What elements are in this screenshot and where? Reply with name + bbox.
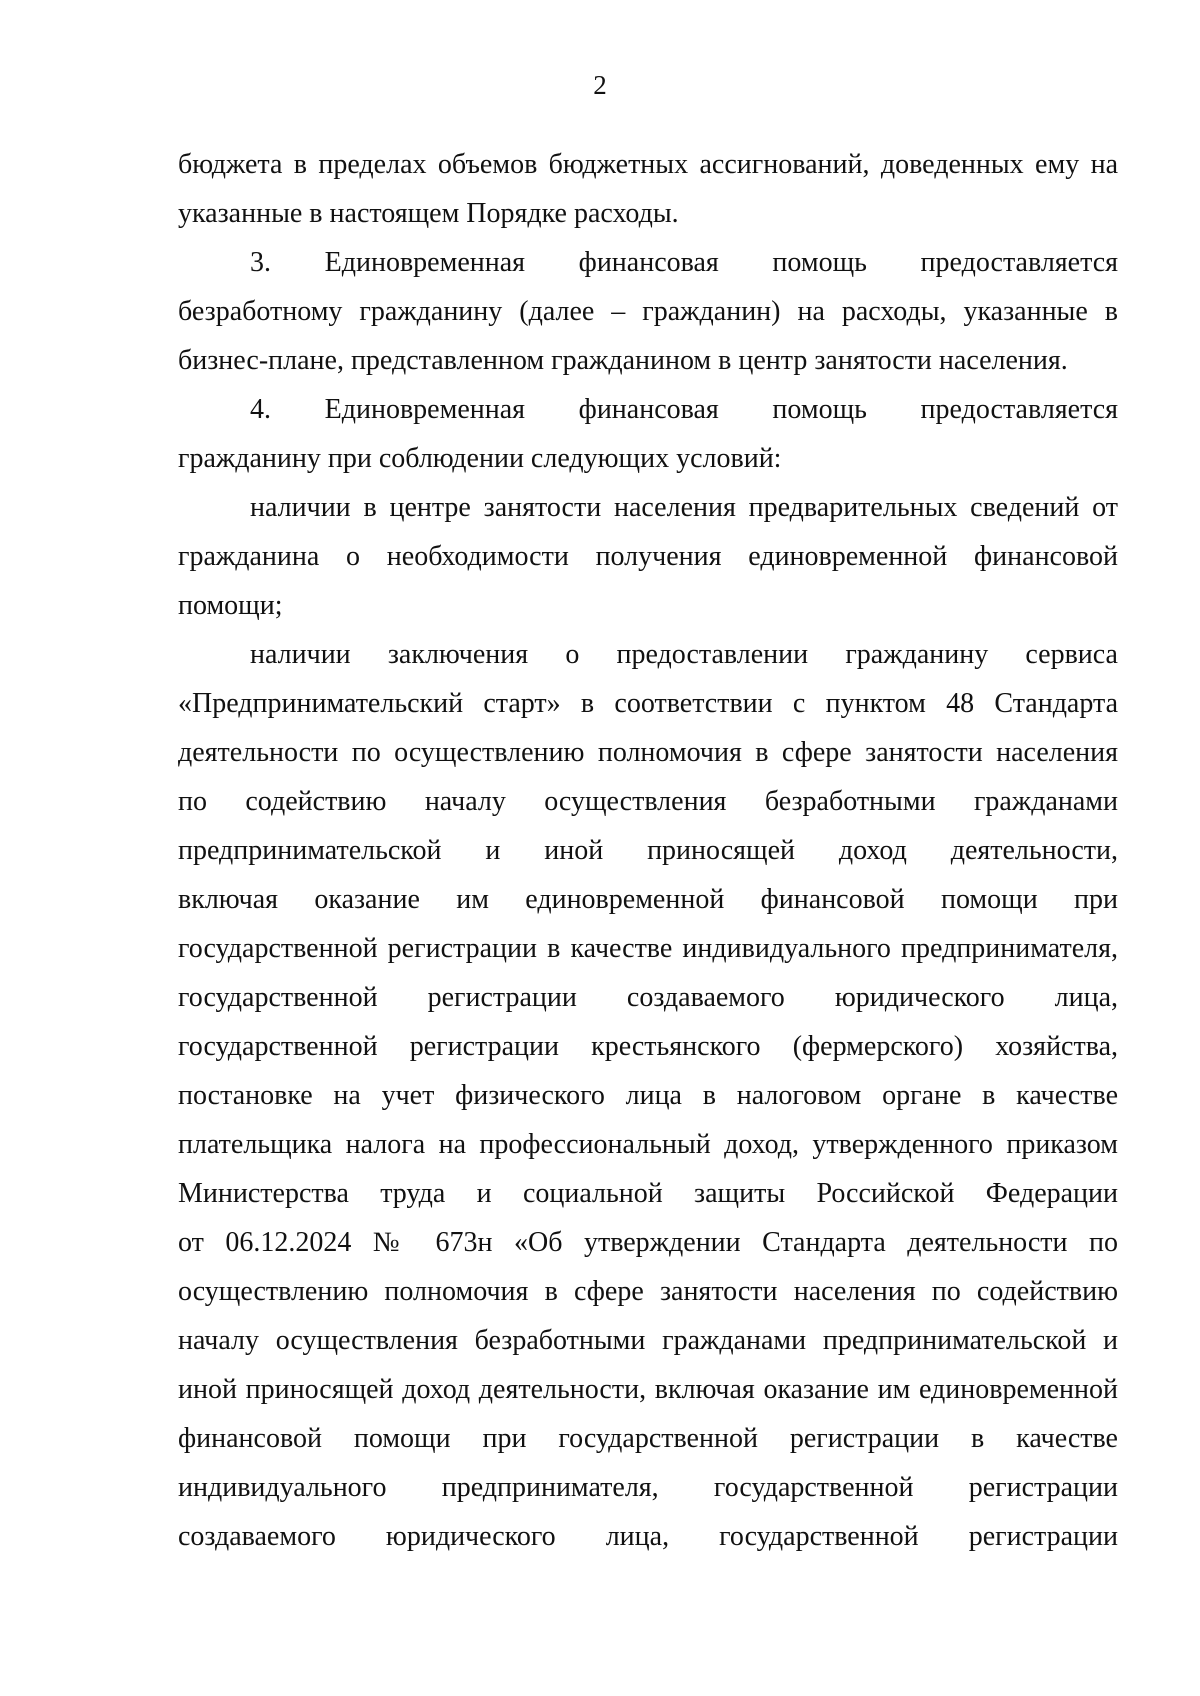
text-line: деятельности по осуществлению полномочия в сфере занятости населения bbox=[178, 737, 1118, 768]
text-line: государственной регистрации в качестве индивидуального предпринимателя, bbox=[178, 933, 1118, 964]
text-line: плательщика налога на профессиональный доход, утвержденного приказом bbox=[178, 1129, 1118, 1160]
text-line: предпринимательской и иной приносящей доход деятельности, bbox=[178, 835, 1118, 866]
text-line: бизнес-плане, представленном гражданином в центр занятости населения. bbox=[178, 345, 1068, 376]
text-line: Министерства труда и социальной защиты Российской Федерации bbox=[178, 1178, 1118, 1209]
text-line: по содействию началу осуществления безработными гражданами bbox=[178, 786, 1118, 817]
text-line: постановке на учет физического лица в налоговом органе в качестве bbox=[178, 1080, 1118, 1111]
text-line: указанные в настоящем Порядке расходы. bbox=[178, 198, 679, 229]
text-line: началу осуществления безработными гражданами предпринимательской и bbox=[178, 1325, 1118, 1356]
text-line: индивидуального предпринимателя, государственной регистрации bbox=[178, 1472, 1118, 1503]
text-line: бюджета в пределах объемов бюджетных ассигнований, доведенных ему на bbox=[178, 149, 1118, 180]
document-body bbox=[178, 140, 1118, 1561]
numbered-paragraph-line: 4. Единовременная финансовая помощь предоставляется bbox=[250, 394, 1118, 425]
text-line: осуществлению полномочия в сфере занятости населения по содействию bbox=[178, 1276, 1118, 1307]
text-line: государственной регистрации создаваемого юридического лица, bbox=[178, 982, 1118, 1013]
text-line: включая оказание им единовременной финансовой помощи при bbox=[178, 884, 1118, 915]
text-line: государственной регистрации крестьянского (фермерского) хозяйства, bbox=[178, 1031, 1118, 1062]
text-line: финансовой помощи при государственной регистрации в качестве bbox=[178, 1423, 1118, 1454]
page-number: 2 bbox=[593, 70, 607, 100]
paragraph-first-line: наличии в центре занятости населения предварительных сведений от bbox=[250, 492, 1118, 523]
text-line: гражданину при соблюдении следующих условий: bbox=[178, 443, 782, 474]
text-line: безработному гражданину (далее – гражданин) на расходы, указанные в bbox=[178, 296, 1118, 327]
paragraph-first-line: наличии заключения о предоставлении гражданину сервиса bbox=[250, 639, 1118, 670]
text-line: от 06.12.2024 № 673н «Об утверждении Стандарта деятельности по bbox=[178, 1227, 1118, 1258]
text-line: иной приносящей доход деятельности, включая оказание им единовременной bbox=[178, 1374, 1118, 1405]
text-line: помощи; bbox=[178, 590, 283, 621]
numbered-paragraph-line: 3. Единовременная финансовая помощь предоставляется bbox=[250, 247, 1118, 278]
text-line: гражданина о необходимости получения единовременной финансовой bbox=[178, 541, 1118, 572]
text-line: «Предпринимательский старт» в соответствии с пунктом 48 Стандарта bbox=[178, 688, 1118, 719]
text-line: создаваемого юридического лица, государственной регистрации bbox=[178, 1521, 1118, 1552]
